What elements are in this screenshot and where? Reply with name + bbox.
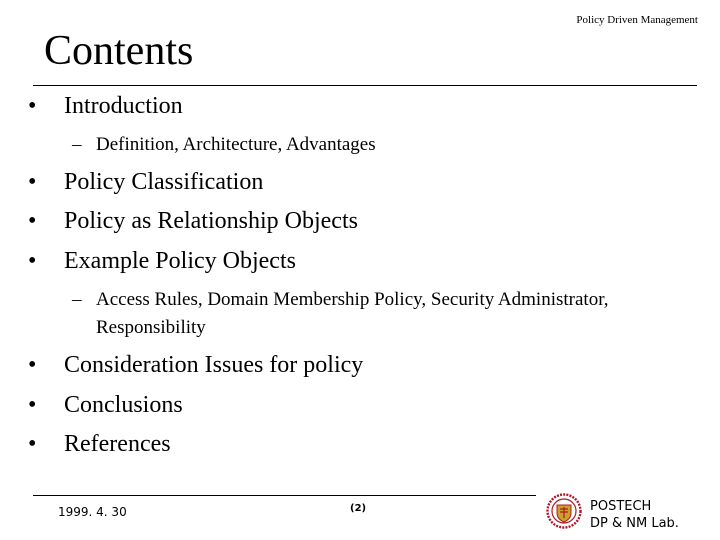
organization-label [590,498,679,532]
slide-title: Contents [44,28,194,74]
bullet-mark: • [28,169,37,195]
lab-name: DP & NM Lab. [590,516,679,531]
org-name: POSTECH [590,499,652,514]
footer-divider [33,495,536,496]
bullet-mark: • [28,352,37,378]
bullet-text: Policy Classification [64,169,264,195]
footer-date: 1999. 4. 30 [58,505,127,519]
bullet-text: References [64,431,171,457]
bullet-mark: • [28,248,37,274]
bullet-text: Introduction [64,93,183,119]
bullet-mark: • [28,392,37,418]
postech-logo-icon [546,493,582,529]
sub-bullet-mark: – [72,289,82,310]
bullet-text: Conclusions [64,392,183,418]
sub-bullet-mark: – [72,134,82,155]
header-label: Policy Driven Management [576,14,698,26]
bullet-mark: • [28,208,37,234]
bullet-text: Example Policy Objects [64,248,296,274]
bullet-mark: • [28,93,37,119]
bullet-text: Consideration Issues for policy [64,352,364,378]
sub-bullet-text: Definition, Architecture, Advantages [96,134,376,155]
page-number: (2) [350,503,367,514]
title-divider [33,85,697,86]
bullet-text: Policy as Relationship Objects [64,208,358,234]
bullet-mark: • [28,431,37,457]
sub-bullet-text: Access Rules, Domain Membership Policy, Security Administrator, Responsibility [96,289,609,338]
